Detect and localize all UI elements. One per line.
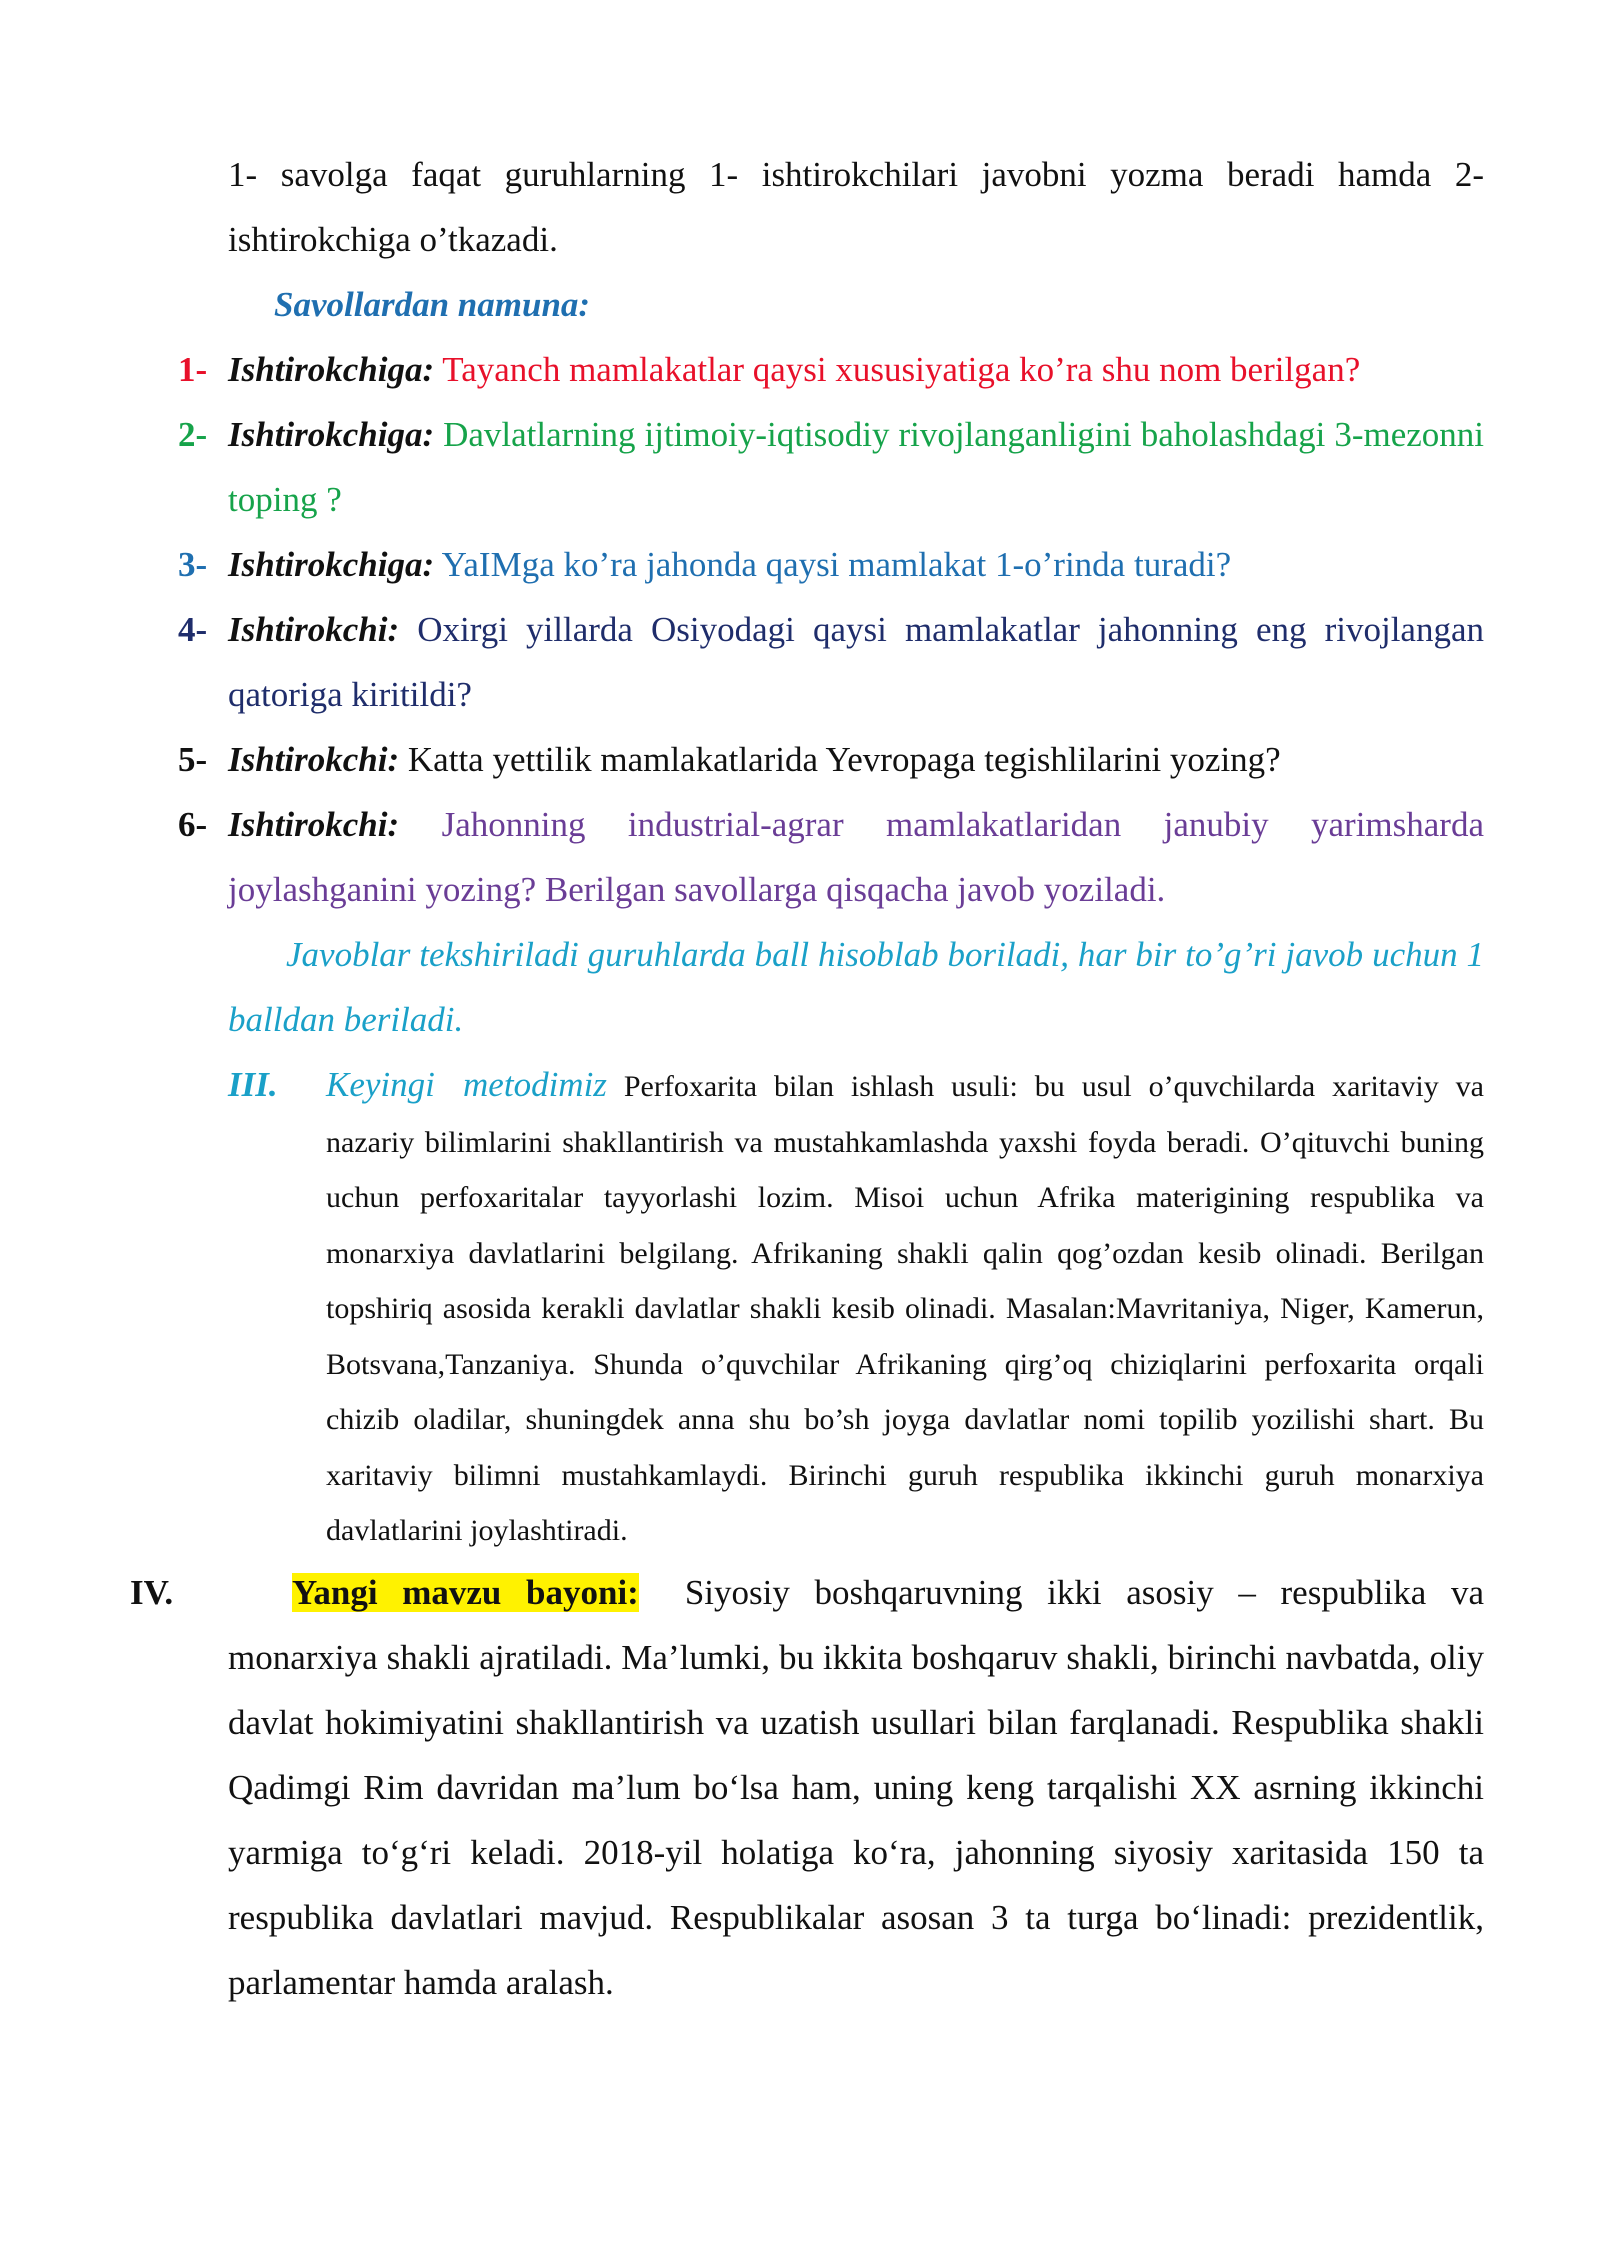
question-text: Oxirgi yillarda Osiyodagi qaysi mamlakatlar jahonning eng rivojlangan qatoriga kiritildi? xyxy=(228,610,1484,714)
question-lead: Ishtirokchi: xyxy=(228,805,400,844)
question-number: 2- xyxy=(178,415,208,454)
question-lead: Ishtirokchi: xyxy=(228,740,400,779)
question-number: 6- xyxy=(178,805,208,844)
section-4-text: Siyosiy boshqaruvning ikki asosiy – respublika va monarxiya shakli ajratiladi. Ma’lumki, bu ikkita boshqaruv shakli, birinchi navbatda, oliy davlat hokimiyatini shakllantirish va uzatish usullari bilan farqlanadi. Respublika shakli Qadimgi Rim davridan ma’lum bo‘lsa ham, uning keng tarqalishi XX asrning ikkinchi yarmiga to‘g‘ri keladi. 2018-yil holatiga ko‘ra, jahonning siyosiy xaritasida 150 ta respublika davlatlari mavjud. Respublikalar asosan 3 ta turga bo‘linadi: prezidentlik, parlamentar hamda aralash. xyxy=(228,1573,1484,2002)
section-4 xyxy=(130,1560,1484,2015)
answers-note: Javoblar tekshiriladi guruhlarda ball hisoblab boriladi, har bir to’g’ri javob uchun 1 balldan beriladi. xyxy=(228,935,1484,1039)
question-number: 3- xyxy=(178,545,208,584)
section-4-highlight: Yangi mavzu bayoni: xyxy=(292,1573,639,1612)
section-3-number: III. xyxy=(228,1065,278,1104)
question-text: Tayanch mamlakatlar qaysi xususiyatiga ko’ra shu nom berilgan? xyxy=(442,350,1361,389)
section-3-text: Perfoxarita bilan ishlash usuli: bu usul o’quvchilarda xaritaviy va nazariy bilimlarini shakllantirish va mustahkamlashda yaxshi foyda beradi. O’qituvchi buning uchun perfoxaritalar tayyorlashi lozim. Misoi uchun Afrika materigining respublika va monarxiya davlatlarini belgilang. Afrikaning shakli qalin qog’ozdan kesib olinadi. Berilgan topshiriq asosida kerakli davlatlar shakli kesib olinadi. Masalan:Mavritaniya, Niger, Kamerun, Botsvana,Tanzaniya. Shunda o’quvchilar Afrikaning qirg’oq chiziqlarini perfoxarita orqali chizib oladilar, shuningdek anna shu bo’sh joyga davlatlar nomi topilib yozilishi shart. Bu xaritaviy bilimni mustahkamlaydi. Birinchi guruh respublika ikkinchi guruh monarxiya davlatlarini joylashtiradi. xyxy=(326,1070,1485,1547)
question-text: Davlatlarning ijtimoiy-iqtisodiy rivojlanganligini baholashdagi 3-mezonni toping ? xyxy=(228,415,1484,519)
question-number: 1- xyxy=(178,350,208,389)
question-1 xyxy=(178,337,1484,402)
question-5 xyxy=(178,727,1484,792)
question-lead: Ishtirokchiga: xyxy=(228,545,435,584)
question-lead: Ishtirokchi: xyxy=(228,610,400,649)
section-3 xyxy=(228,1057,1484,1559)
question-lead: Ishtirokchiga: xyxy=(228,415,435,454)
question-text: YaIMga ko’ra jahonda qaysi mamlakat 1-o’rinda turadi? xyxy=(441,545,1232,584)
question-2 xyxy=(178,402,1484,532)
question-text: Katta yettilik mamlakatlarida Yevropaga tegishlilarini yozing? xyxy=(407,740,1281,779)
question-lead: Ishtirokchiga: xyxy=(228,350,435,389)
section-4-number: IV. xyxy=(130,1573,174,1612)
intro-paragraph: 1- savolga faqat guruhlarning 1- ishtirokchilari javobni yozma beradi hamda 2-ishtirokchiga o’tkazadi. xyxy=(228,155,1484,259)
question-3 xyxy=(178,532,1484,597)
samples-heading: Savollardan namuna: xyxy=(274,285,591,324)
section-3-lead: Keyingi metodimiz xyxy=(326,1065,607,1104)
question-6 xyxy=(178,792,1484,922)
question-number: 5- xyxy=(178,740,208,779)
question-4 xyxy=(178,597,1484,727)
question-number: 4- xyxy=(178,610,208,649)
question-text: Jahonning industrial-agrar mamlakatlaridan janubiy yarimsharda joylashganini yozing? Berilgan savollarga qisqacha javob yoziladi. xyxy=(228,805,1485,909)
